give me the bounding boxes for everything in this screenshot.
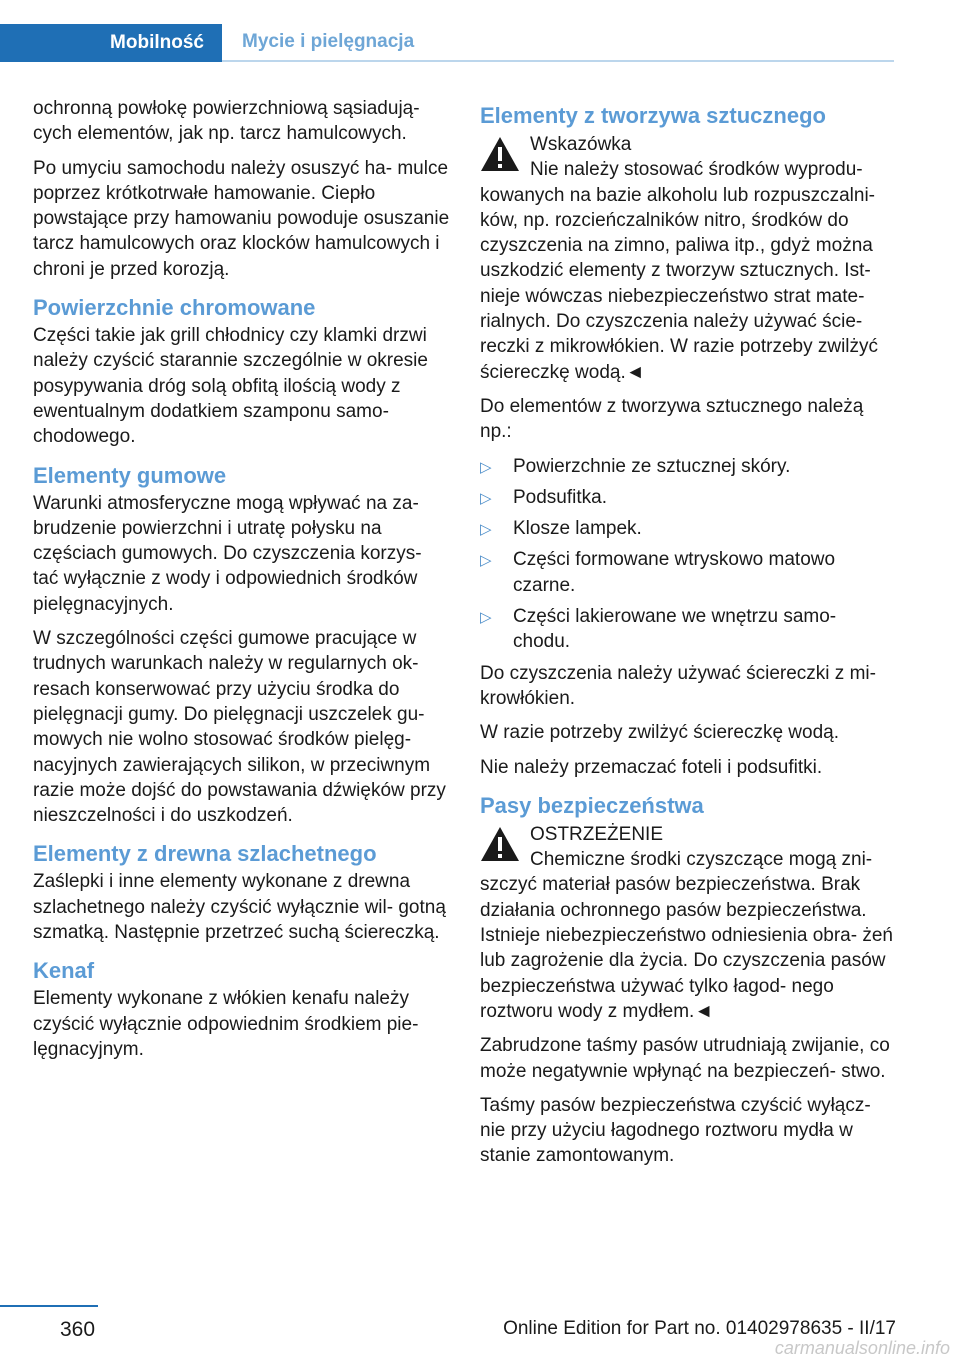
right-column bbox=[480, 96, 898, 1178]
paragraph: Do czyszczenia należy używać ściereczki z mi‐ krowłókien. bbox=[480, 662, 876, 709]
warning-box bbox=[480, 822, 898, 1024]
section-heading-kenaf: Kenaf bbox=[33, 958, 95, 984]
paragraph: Do elementów z tworzywa sztucznego należą np.: bbox=[480, 395, 864, 443]
section-heading-rubber: Elementy gumowe bbox=[33, 462, 227, 488]
left-column bbox=[33, 96, 451, 1071]
list-item: ▷ Części formowane wtryskowo matowo czarne. bbox=[480, 549, 836, 596]
paragraph: ochronną powłokę powierzchniową sąsiadują‐ cych elementów, jak np. tarcz hamulcowych. bbox=[33, 98, 420, 145]
paragraph: Taśmy pasów bezpieczeństwa czyścić wyłącz‐ nie przy użyciu łagodnego roztworu mydła w stanie zamontowanym. bbox=[480, 1094, 871, 1167]
warning-triangle-icon bbox=[480, 826, 520, 862]
tab-section-title[interactable]: Mycie i pielęgnacja bbox=[222, 24, 894, 62]
triangle-right-icon: ▷ bbox=[480, 609, 492, 627]
paragraph: Warunki atmosferyczne mogą wpływać na za‐ brudzenie powierzchni i utratę połysku na częściach gumowych. Do czyszczenia korzys‐ tać wyłącznie z wody i odpowiednich środków pielęgnacyjnych. bbox=[33, 492, 422, 615]
section-heading-belts: Pasy bezpieczeństwa bbox=[480, 792, 704, 818]
note-title: Wskazówka bbox=[530, 134, 632, 155]
list-item: ▷ Części lakierowane we wnętrzu samo‐ chodu. bbox=[480, 606, 837, 653]
page-header bbox=[0, 0, 960, 64]
triangle-right-icon: ▷ bbox=[480, 489, 492, 507]
bullet-list bbox=[480, 454, 898, 655]
paragraph: Zaślepki i inne elementy wykonane z drewna szlachetnego należy czyścić wyłącznie wil‐ gotną szmatką. Następnie przetrzeć suchą ściereczką. bbox=[33, 871, 446, 944]
warning-title: OSTRZEŻENIE bbox=[530, 823, 664, 845]
warning-triangle-icon bbox=[480, 136, 520, 172]
note-body: Nie należy stosować środków wyprodu‐ kowanych na bazie alkoholu lub rozpuszczalni‐ ków, np. rozcieńczalników nitro, środków do czyszczenia na zimno, paliwa itp., gdyż można uszkodzić elementy z tworzyw sztucznych. Ist‐ nieje wówczas niebezpieczeństwo strat mate‐ rialnych. Do czyszczenia należy używać ście‐ reczki z mikrowłókien. W razie potrzeby zwilżyć ściereczkę wodą.◄ bbox=[480, 159, 879, 383]
paragraph: Części takie jak grill chłodnicy czy klamki drzwi należy czyścić starannie szczególnie w okresie posypywania dróg solą obfitą ilością wody z ewentualnym dodatkiem szamponu samo‐ chodowego. bbox=[33, 325, 428, 448]
section-heading-wood: Elementy z drewna szlachetnego bbox=[33, 841, 377, 867]
paragraph: W razie potrzeby zwilżyć ściereczkę wodą. bbox=[480, 722, 839, 744]
tab-mobility[interactable]: Mobilność bbox=[0, 24, 222, 62]
edition-note: Online Edition for Part no. 01402978635 - II/17 bbox=[503, 1318, 896, 1339]
footer-rule bbox=[0, 1305, 98, 1307]
list-item: ▷ Powierzchnie ze sztucznej skóry. bbox=[480, 454, 898, 479]
list-item: ▷ Klosze lampek. bbox=[480, 516, 898, 541]
triangle-right-icon: ▷ bbox=[480, 552, 492, 570]
page-number: 360 bbox=[60, 1318, 96, 1341]
note-box bbox=[480, 132, 898, 385]
paragraph: Elementy wykonane z włókien kenafu należy czyścić wyłącznie odpowiednim środkiem pie‐ lęgnacyjnym. bbox=[33, 988, 419, 1060]
watermark: carmanualsonline.info bbox=[774, 1338, 950, 1358]
triangle-right-icon: ▷ bbox=[480, 521, 492, 539]
paragraph: Zabrudzone taśmy pasów utrudniają zwijanie, co może negatywnie wpłynąć na bezpieczeń‐ stwo. bbox=[480, 1035, 890, 1082]
paragraph: Nie należy przemaczać foteli i podsufitki. bbox=[480, 756, 823, 778]
section-heading-chrome: Powierzchnie chromowane bbox=[33, 295, 316, 321]
triangle-right-icon: ▷ bbox=[480, 458, 492, 476]
list-item: ▷ Podsufitka. bbox=[480, 485, 898, 510]
paragraph: Po umyciu samochodu należy osuszyć ha‐ mulce poprzez krótkotrwałe hamowanie. Ciepło powstające przy hamowaniu powoduje osuszanie tarcz hamulcowych oraz klocków hamulcowych i chroni je przed korozją. bbox=[33, 157, 450, 280]
warning-body: Chemiczne środki czyszczące mogą zni‐ szczyć materiał pasów bezpieczeństwa. Brak działania ochronnego pasów bezpieczeństwa. Istnieje niebezpieczeństwo odniesienia obra‐ żeń lub zagrożenie dla życia. Do czyszczenia pasów bezpieczeństwa używać tylko łagod‐ nego roztworu wody z mydłem.◄ bbox=[480, 849, 893, 1022]
paragraph: W szczególności części gumowe pracujące w trudnych warunkach należy w regularnych ok‐ resach konserwować przy użyciu środka do pielęgnacji gumy. Do pielęgnacji uszczelek gu‐ mowych nie wolno stosować środków pielęg‐ nacyjnych zawierających silikon, w przeciwnym razie może dojść do powstawania dźwięków przy nieszczelności i do uszkodzeń. bbox=[33, 628, 446, 827]
section-heading-plastic: Elementy z tworzywa sztucznego bbox=[480, 103, 826, 128]
